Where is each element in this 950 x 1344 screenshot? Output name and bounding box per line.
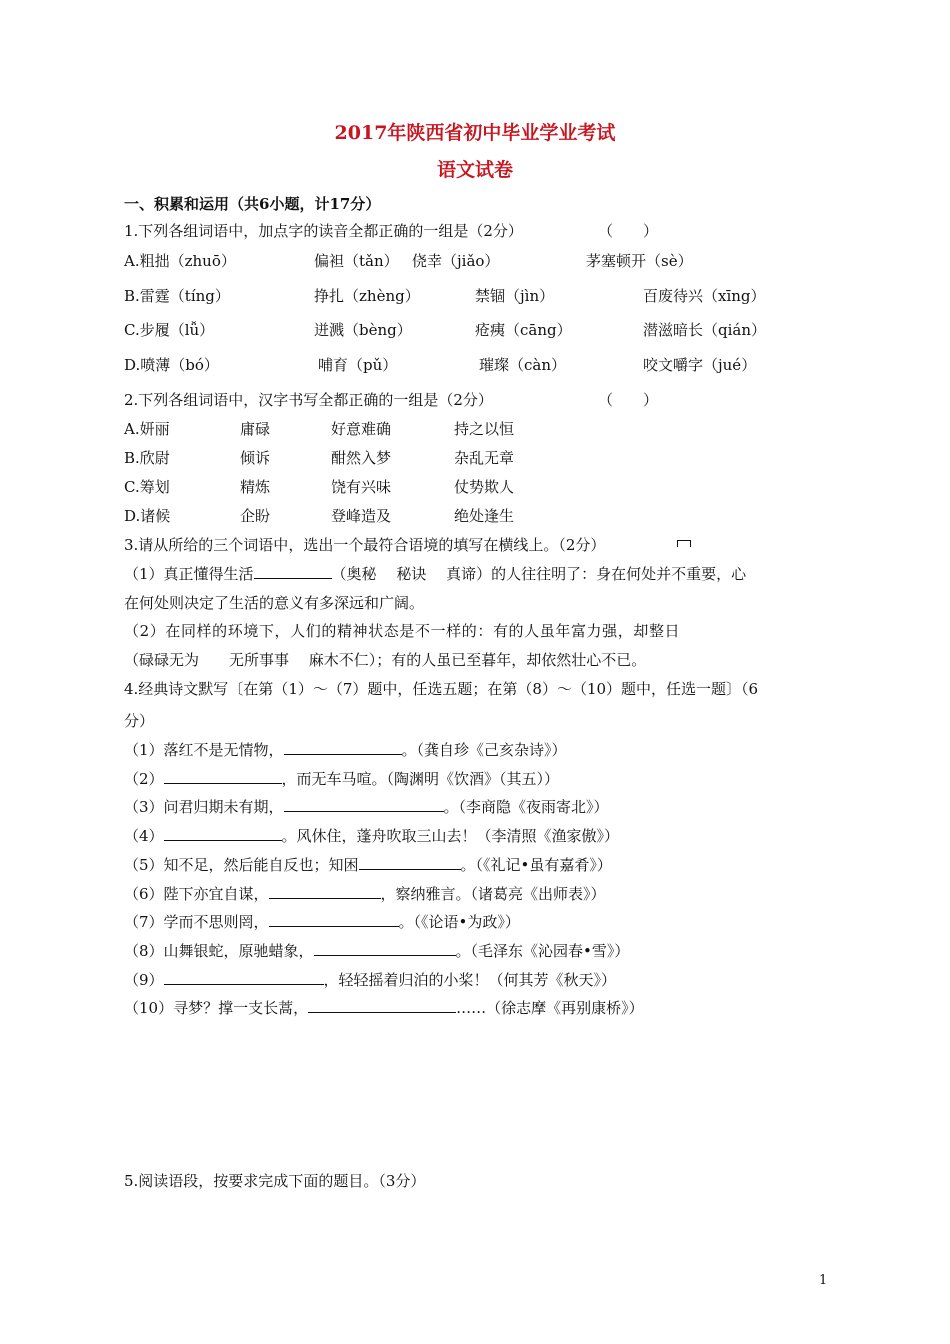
q4-item-prefix: （1）落红不是无情物， (124, 741, 284, 759)
q4-answer-blank[interactable] (164, 826, 282, 841)
q4-stem-cont: 分） (124, 712, 155, 730)
q1-option-a-4: 茅塞顿开（sè） (586, 252, 693, 270)
q1-option-d-4: 咬文嚼字（jué） (643, 356, 757, 374)
q1-option-d-2: 哺育（pǔ） (318, 356, 398, 374)
q1-option-b-1: B.雷霆（tíng） (124, 287, 230, 305)
q1-option-c-1: C.步履（lǚ） (124, 321, 215, 339)
q4-answer-blank[interactable] (308, 998, 456, 1013)
q3-part2-line1: （2）在同样的环境下，人们的精神状态是不一样的：有的人虽年富力强，却整日 (124, 622, 681, 640)
q2-option-b-1: B.欣尉 (124, 449, 170, 467)
q4-stem: 4.经典诗文默写〔在第（1）～（7）题中，任选五题；在第（8）～（10）题中，任选一题〕（6 (124, 680, 759, 698)
q3-part1-line2: 在何处则决定了生活的意义有多深远和广阔。 (124, 594, 425, 612)
q3-part1-blank[interactable] (254, 564, 332, 579)
q1-option-a-2: 偏袒（tǎn） (314, 252, 399, 270)
q3-part1-line1 (124, 563, 746, 584)
q4-answer-blank[interactable] (359, 855, 461, 870)
q1-option-c-2: 迸溅（bèng） (314, 321, 412, 339)
q4-item (124, 969, 616, 990)
q4-item-prefix: （10）寻梦？撑一支长蒿， (124, 999, 309, 1017)
q4-item-suffix: ，轻轻摇着归泊的小桨！（何其芳《秋天》） (323, 971, 617, 989)
q2-option-d-2: 企盼 (240, 507, 271, 525)
q2-option-b-4: 杂乱无章 (454, 449, 515, 467)
q2-stem: 2.下列各组词语中，汉字书写全都正确的一组是（2分） (124, 391, 493, 409)
q3-part1-prefix: （1）真正懂得生活 (124, 565, 254, 583)
q2-option-a-2: 庸碌 (240, 420, 271, 438)
q4-item-prefix: （5）知不足，然后能自反也；知困 (124, 856, 359, 874)
q2-option-b-3: 酣然入梦 (331, 449, 392, 467)
q2-option-a-3: 好意难确 (331, 420, 392, 438)
q3-part2-line2: （碌碌无为 无所事事 麻木不仁）；有的人虽已至暮年，却依然壮心不已。 (124, 651, 647, 669)
q4-answer-blank[interactable] (314, 941, 456, 956)
q4-item-prefix: （8）山舞银蛇，原驰蜡象， (124, 942, 314, 960)
q4-answer-blank[interactable] (269, 912, 399, 927)
q4-answer-blank[interactable] (269, 884, 381, 899)
exam-subtitle: 语文试卷 (436, 159, 513, 181)
q4-item (124, 997, 644, 1018)
q4-item-prefix: （6）陛下亦宜自谋， (124, 885, 269, 903)
q2-option-a-1: A.妍丽 (124, 420, 170, 438)
q1-option-d-3: 璀璨（càn） (479, 356, 567, 374)
section-heading: 一、积累和运用（共6小题，计17分） (124, 195, 381, 213)
q4-item-prefix: （7）学而不思则罔， (124, 913, 269, 931)
q4-item (124, 796, 609, 817)
q1-option-a-1: A.粗拙（zhuō） (124, 252, 236, 270)
q4-item (124, 911, 520, 932)
q2-answer-paren: （ ） (598, 391, 659, 409)
q1-option-c-3: 疮痍（cāng） (475, 321, 572, 339)
q4-item-suffix: 。（《礼记•虽有嘉肴》） (460, 856, 612, 874)
q2-option-d-4: 绝处逢生 (454, 507, 515, 525)
q4-item-prefix: （2） (124, 770, 164, 788)
q2-option-c-4: 仗势欺人 (454, 478, 515, 496)
q4-item-suffix: 。（李商隐《夜雨寄北》） (443, 798, 609, 816)
q4-item-suffix: 。（《论语•为政》） (398, 913, 520, 931)
q5-stem: 5.阅读语段，按要求完成下面的题目。（3分） (124, 1172, 426, 1190)
q3-part1-suffix: （奥秘 秘诀 真谛）的人往往明了：身在何处并不重要，心 (331, 565, 747, 583)
q4-item-suffix: ，察纳雅言。（诸葛亮《出师表》） (380, 885, 606, 903)
q2-option-a-4: 持之以恒 (454, 420, 515, 438)
q2-option-d-3: 登峰造及 (331, 507, 392, 525)
q4-item-suffix: 。（毛泽东《沁园春•雪》） (455, 942, 630, 960)
q1-option-c-4: 潜滋暗长（qián） (643, 321, 767, 339)
q1-option-b-3: 禁锢（jìn） (475, 287, 555, 305)
q4-item (124, 883, 606, 904)
q4-answer-blank[interactable] (164, 769, 282, 784)
q1-stem: 1.下列各组词语中，加点字的读音全都正确的一组是（2分） (124, 222, 523, 240)
q4-item-suffix: ……（徐志摩《再别康桥》） (456, 999, 644, 1017)
q4-item-prefix: （4） (124, 827, 164, 845)
q4-item (124, 825, 619, 846)
q4-answer-blank[interactable] (284, 740, 402, 755)
q4-item-suffix: 。（龚自珍《己亥杂诗》） (401, 741, 567, 759)
q4-item (124, 854, 612, 875)
q4-item-suffix: ，而无车马喧。（陶渊明《饮酒》（其五）） (281, 770, 560, 788)
q1-option-d-1: D.喷薄（bó） (124, 356, 219, 374)
q4-item-suffix: 。风休住，蓬舟吹取三山去！（李清照《渔家傲》） (281, 827, 620, 845)
editing-mark (677, 540, 691, 547)
q2-option-c-2: 精炼 (240, 478, 271, 496)
q2-option-d-1: D.诸候 (124, 507, 171, 525)
q1-option-b-4: 百废待兴（xīng） (643, 287, 766, 305)
q1-option-b-2: 挣扎（zhèng） (314, 287, 420, 305)
q2-option-c-1: C.筹划 (124, 478, 170, 496)
q4-item-prefix: （3）问君归期未有期， (124, 798, 284, 816)
q4-item (124, 940, 629, 961)
q1-answer-paren: （ ） (598, 222, 659, 240)
q4-answer-blank[interactable] (164, 970, 324, 985)
q4-item (124, 768, 559, 789)
q4-answer-blank[interactable] (284, 797, 444, 812)
q4-item-prefix: （9） (124, 971, 164, 989)
page-number: 1 (819, 1273, 828, 1288)
q1-option-a-3: 侥幸（jiǎo） (412, 252, 500, 270)
q2-option-c-3: 饶有兴味 (331, 478, 392, 496)
q4-item (124, 739, 567, 760)
q3-stem: 3.请从所给的三个词语中，选出一个最符合语境的填写在横线上。（2分） (124, 536, 606, 554)
q2-option-b-2: 倾诉 (240, 449, 271, 467)
exam-title: 2017年陕西省初中毕业学业考试 (334, 122, 616, 144)
